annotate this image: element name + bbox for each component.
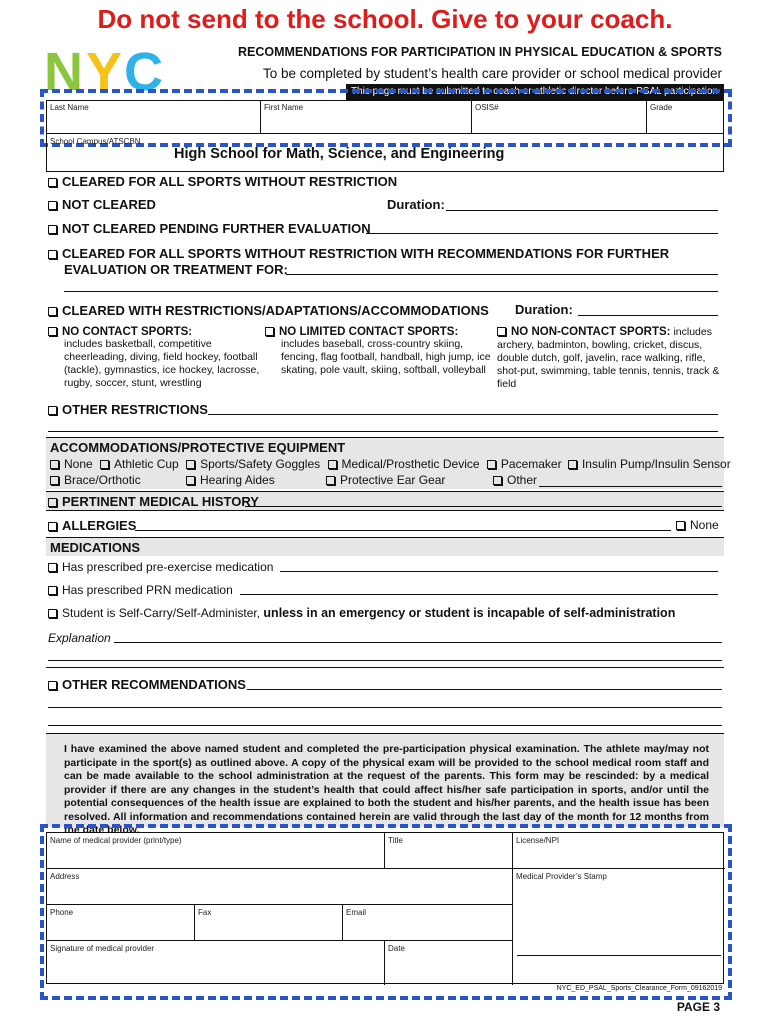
student-info-grid bbox=[46, 100, 724, 134]
pre-exercise-line[interactable] bbox=[280, 571, 718, 572]
warning-banner: Do not send to the school. Give to your coach. bbox=[97, 4, 673, 34]
acc-other-line[interactable] bbox=[539, 486, 722, 487]
checkbox-icon[interactable] bbox=[48, 406, 57, 415]
no-non-contact-sports[interactable]: NO NON-CONTACT SPORTS: includes archery, badminton, bowling, cricket, discus, double dutch, golf, javelin, race walking, rifle, shot-put, swimming, table tennis, tennis, track & field bbox=[497, 326, 720, 390]
medications-title: MEDICATIONS bbox=[50, 540, 141, 555]
allergies-none-option[interactable]: None bbox=[676, 518, 719, 532]
form-title: RECOMMENDATIONS FOR PARTICIPATION IN PHYSICAL EDUCATION & SPORTS bbox=[237, 45, 722, 59]
checkbox-icon[interactable] bbox=[48, 201, 57, 210]
svg-text:N: N bbox=[44, 44, 81, 96]
pertinent-history-option[interactable]: PERTINENT MEDICAL HISTORY bbox=[48, 494, 259, 509]
form-id: NYC_ED_PSAL_Sports_Clearance_Form_09162019 bbox=[556, 985, 722, 992]
submission-notice: This page must be submitted to coach or athletic director before PSAL participation bbox=[346, 84, 724, 100]
checkbox-icon[interactable] bbox=[48, 327, 57, 336]
checkbox-icon[interactable] bbox=[48, 609, 57, 618]
other-rec-line-3[interactable] bbox=[48, 725, 722, 726]
allergies-option[interactable]: ALLERGIES bbox=[48, 518, 136, 533]
checkbox-icon[interactable] bbox=[50, 476, 59, 485]
other-recommendations-option[interactable]: OTHER RECOMMENDATIONS bbox=[48, 677, 246, 692]
explanation-line-1[interactable] bbox=[114, 642, 722, 643]
self-carry-option[interactable]: Student is Self-Carry/Self-Administer, unless in an emergency or student is incapable of self-administration bbox=[48, 606, 675, 620]
school-value: High School for Math, Science, and Engineering bbox=[174, 146, 505, 162]
license-field[interactable]: License/NPI bbox=[513, 833, 725, 869]
first-name-field[interactable]: First Name bbox=[261, 101, 472, 133]
not-cleared-option[interactable]: NOT CLEARED bbox=[48, 197, 156, 212]
acc-ear-gear-option[interactable]: Protective Ear Gear bbox=[326, 473, 445, 487]
acc-goggles-option[interactable]: Sports/Safety Goggles bbox=[186, 457, 320, 471]
school-field[interactable] bbox=[46, 134, 724, 172]
checkbox-icon[interactable] bbox=[50, 460, 59, 469]
acc-other-option[interactable]: Other bbox=[493, 473, 537, 487]
no-contact-list: includes basketball, competitive cheerleading, diving, field hockey, football (tackle), gymnastics, ice hockey, lacrosse, rugby, soccer, stunt, wrestling bbox=[64, 338, 260, 389]
checkbox-icon[interactable] bbox=[328, 460, 337, 469]
no-contact-sports[interactable]: NO CONTACT SPORTS: includes basketball, competitive cheerleading, diving, field hockey, football (tackle), gymnastics, ice hockey, lacrosse, rugby, soccer, stunt, wrestling bbox=[48, 326, 262, 390]
other-restrictions-option[interactable]: OTHER RESTRICTIONS bbox=[48, 402, 208, 417]
divider bbox=[46, 667, 724, 668]
medications-bar bbox=[46, 537, 724, 556]
acc-athletic-cup-option[interactable]: Athletic Cup bbox=[100, 457, 179, 471]
address-field[interactable]: Address bbox=[47, 869, 513, 905]
duration-line-2[interactable] bbox=[578, 315, 718, 316]
checkbox-icon[interactable] bbox=[265, 327, 274, 336]
signature-field[interactable]: Signature of medical provider bbox=[47, 941, 385, 985]
recommend-line-2[interactable] bbox=[64, 291, 718, 292]
other-restrictions-line-2[interactable] bbox=[48, 431, 718, 432]
stamp-field[interactable]: Medical Provider’s Stamp bbox=[513, 869, 725, 985]
no-limited-contact-sports[interactable]: NO LIMITED CONTACT SPORTS: includes baseball, cross-country skiing, fencing, flag football, handball, high jump, ice skating, pole vault, skiing, softball, volleyball bbox=[265, 326, 491, 377]
other-rec-line-2[interactable] bbox=[48, 707, 722, 708]
provider-grid bbox=[46, 832, 724, 984]
page-number: PAGE 3 bbox=[676, 1000, 720, 1014]
checkbox-icon[interactable] bbox=[100, 460, 109, 469]
cleared-recommend-line2: EVALUATION OR TREATMENT FOR: bbox=[64, 262, 288, 277]
checkbox-icon[interactable] bbox=[48, 563, 57, 572]
acc-prosthetic-option[interactable]: Medical/Prosthetic Device bbox=[328, 457, 480, 471]
checkbox-icon[interactable] bbox=[326, 476, 335, 485]
explanation-line-2[interactable] bbox=[48, 660, 722, 661]
accommodations-title: ACCOMMODATIONS/PROTECTIVE EQUIPMENT bbox=[50, 440, 346, 455]
checkbox-icon[interactable] bbox=[48, 498, 57, 507]
grade-field[interactable]: Grade bbox=[650, 103, 673, 112]
checkbox-icon[interactable] bbox=[48, 681, 57, 690]
email-field[interactable]: Email bbox=[343, 905, 513, 941]
checkbox-icon[interactable] bbox=[493, 476, 502, 485]
cleared-restrictions-option[interactable]: CLEARED WITH RESTRICTIONS/ADAPTATIONS/ACCOMMODATIONS bbox=[48, 303, 489, 318]
provider-title-field[interactable]: Title bbox=[385, 833, 513, 869]
cleared-recommend-option[interactable]: CLEARED FOR ALL SPORTS WITHOUT RESTRICTION WITH RECOMMENDATIONS FOR FURTHER bbox=[48, 246, 669, 261]
recommend-line-1[interactable] bbox=[286, 274, 718, 275]
checkbox-icon[interactable] bbox=[568, 460, 577, 469]
allergies-line[interactable] bbox=[135, 530, 671, 531]
checkbox-icon[interactable] bbox=[48, 178, 57, 187]
attestation-text: I have examined the above named student and completed the pre-participation physical examination. The athlete may/may not participate in the sport(s) as outlined above. A copy of the physical exam will be provided to the school medical room staff and can be made available to the school administration at the request of the parents. This form may be rescinded: by a medical provider if there are any changes in the student’s health that could affect his/her safe participation in sports, and/or until the potential consequences of the health issue are explained to both the student and his/her parents, and the health issue has been resolved. All information and recommendations contained herein are valid through the last day of the month for 12 months from the date below. bbox=[64, 743, 709, 836]
checkbox-icon[interactable] bbox=[48, 522, 57, 531]
svg-text:Y: Y bbox=[86, 44, 121, 96]
phone-field[interactable]: Phone bbox=[47, 905, 195, 941]
acc-pacemaker-option[interactable]: Pacemaker bbox=[487, 457, 562, 471]
checkbox-icon[interactable] bbox=[186, 476, 195, 485]
duration-label: Duration: bbox=[387, 197, 445, 212]
accommodations-row-1 bbox=[50, 457, 731, 471]
form-subtitle: To be completed by student’s health care provider or school medical provider bbox=[263, 66, 722, 81]
svg-text:C: C bbox=[124, 44, 161, 96]
duration-label-2: Duration: bbox=[515, 302, 573, 317]
pertinent-history-line[interactable] bbox=[245, 506, 722, 507]
prn-line[interactable] bbox=[240, 594, 718, 595]
checkbox-icon[interactable] bbox=[48, 307, 57, 316]
fax-field[interactable]: Fax bbox=[195, 905, 343, 941]
date-field[interactable]: Date bbox=[385, 941, 513, 985]
pending-line[interactable] bbox=[366, 233, 718, 234]
prn-option[interactable]: Has prescribed PRN medication bbox=[48, 583, 233, 597]
no-limited-list: includes baseball, cross-country skiing, fencing, flag football, handball, high jump, ice skating, pole vault, skiing, softball, volleyball bbox=[281, 338, 491, 376]
cleared-all-option[interactable]: CLEARED FOR ALL SPORTS WITHOUT RESTRICTION bbox=[48, 174, 397, 189]
acc-insulin-option[interactable]: Insulin Pump/Insulin Sensor bbox=[568, 457, 731, 471]
provider-name-field[interactable]: Name of medical provider (print/type) bbox=[47, 833, 385, 869]
checkbox-icon[interactable] bbox=[497, 327, 506, 336]
pre-exercise-option[interactable]: Has prescribed pre-exercise medication bbox=[48, 560, 273, 574]
acc-brace-option[interactable]: Brace/Orthotic bbox=[50, 473, 141, 487]
explanation-label: Explanation bbox=[48, 631, 111, 645]
checkbox-icon[interactable] bbox=[48, 586, 57, 595]
other-rec-line-1[interactable] bbox=[247, 689, 722, 690]
acc-hearing-option[interactable]: Hearing Aides bbox=[186, 473, 275, 487]
osis-field[interactable]: OSIS# bbox=[472, 101, 647, 133]
checkbox-icon[interactable] bbox=[676, 521, 685, 530]
not-cleared-pending-option[interactable]: NOT CLEARED PENDING FURTHER EVALUATION bbox=[48, 221, 371, 236]
school-label: School Campus/ATSCBN bbox=[50, 137, 141, 146]
last-name-field[interactable]: Last Name bbox=[47, 101, 261, 133]
checkbox-icon[interactable] bbox=[487, 460, 496, 469]
checkbox-icon[interactable] bbox=[48, 250, 57, 259]
checkbox-icon[interactable] bbox=[186, 460, 195, 469]
checkbox-icon[interactable] bbox=[48, 225, 57, 234]
duration-line[interactable] bbox=[446, 210, 718, 211]
other-restrictions-line-1[interactable] bbox=[208, 414, 718, 415]
no-noncontact-list: includes archery, badminton, bowling, cricket, discus, double dutch, golf, javelin, race walking, rifle, shot-put, swimming, table tennis, tennis, track & field bbox=[497, 326, 720, 390]
stamp-line bbox=[517, 955, 721, 956]
acc-none-option[interactable]: None bbox=[50, 457, 93, 471]
